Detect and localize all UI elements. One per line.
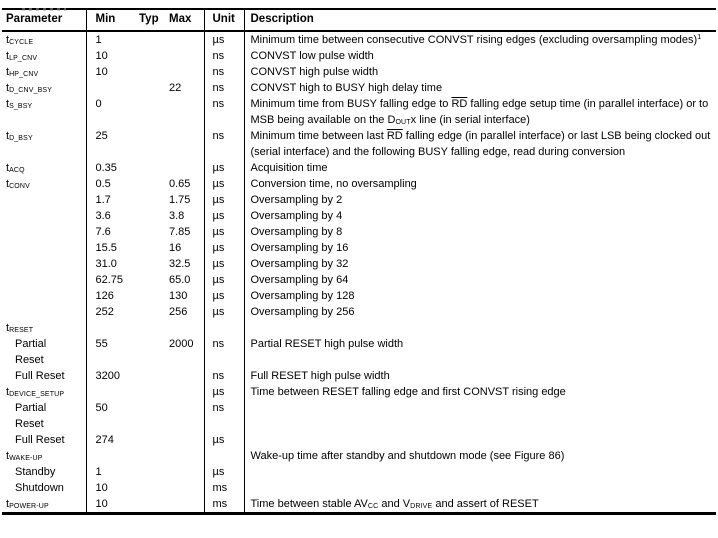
typ-cell: [130, 448, 166, 464]
parameter-cell: [2, 80, 86, 96]
unit-cell: [204, 288, 244, 304]
description-cell: [244, 320, 716, 336]
parameter-cell: [2, 288, 86, 304]
typ-cell: [130, 480, 166, 496]
parameter-cell: [2, 240, 86, 256]
description-cell-text: Minimum time between last $\overline{RD}$ falling edge (in parallel interface) or last LSB being clocked out (serial interface) and the following BUSY falling edge, read during conversion: [250, 130, 711, 158]
description-cell: [244, 448, 716, 464]
max-cell: [166, 31, 204, 48]
description-cell: [244, 368, 716, 384]
description-cell: [244, 31, 716, 48]
description-cell: [244, 336, 716, 368]
description-cell: [244, 224, 716, 240]
spec-table-body: [2, 31, 716, 514]
typ-cell: [130, 496, 166, 514]
min-cell-text: 55: [95, 338, 108, 350]
typ-cell: [130, 464, 166, 480]
max-cell: [166, 304, 204, 320]
typ-cell: [130, 208, 166, 224]
description-cell: [244, 80, 716, 96]
table-row: [2, 80, 716, 96]
max-cell: [166, 256, 204, 272]
description-cell: [244, 208, 716, 224]
min-cell-text: 0.5: [95, 178, 111, 190]
max-cell-text: 7.85: [169, 226, 191, 238]
max-cell: [166, 400, 204, 432]
unit-cell-text: ns: [212, 66, 225, 78]
unit-cell: [204, 320, 244, 336]
table-row: [2, 320, 716, 336]
unit-cell-text: µs: [212, 242, 225, 254]
unit-cell: [204, 480, 244, 496]
max-cell-text: 256: [169, 306, 188, 318]
table-row: [2, 128, 716, 160]
table-row: [2, 432, 716, 448]
unit-cell: [204, 208, 244, 224]
description-cell-text: Full RESET high pulse width: [250, 370, 390, 382]
parameter-cell: [2, 224, 86, 240]
min-cell: [86, 448, 130, 464]
unit-cell: [204, 432, 244, 448]
min-cell-text: 50: [95, 402, 108, 414]
parameter-cell: [2, 432, 86, 448]
unit-cell: [204, 336, 244, 368]
min-cell-text: 62.75: [95, 274, 124, 286]
parameter-cell: [2, 400, 86, 432]
parameter-cell-text: $t_{D\_CNV\_BSY}$: [6, 82, 53, 94]
unit-cell-text: ns: [212, 82, 225, 94]
unit-cell-text: ns: [212, 338, 225, 350]
typ-cell: [130, 320, 166, 336]
description-cell-text: Conversion time, no oversampling: [250, 178, 417, 190]
parameter-cell: [2, 496, 86, 514]
unit-cell: [204, 128, 244, 160]
parameter-cell: [2, 384, 86, 400]
typ-cell: [130, 64, 166, 80]
description-cell: [244, 432, 716, 448]
description-cell-text: Oversampling by 4: [250, 210, 343, 222]
max-cell: [166, 320, 204, 336]
min-cell: [86, 304, 130, 320]
unit-cell-text: µs: [212, 386, 225, 398]
parameter-cell: [2, 304, 86, 320]
typ-cell: [130, 304, 166, 320]
cropped-text-artifact: [22, 8, 66, 11]
min-cell-text: 10: [95, 66, 108, 78]
table-row: [2, 256, 716, 272]
table-row: [2, 464, 716, 480]
header-description: Description: [244, 9, 716, 31]
parameter-cell-text: $t_{WAKE-UP}$: [6, 450, 43, 462]
min-cell: [86, 272, 130, 288]
description-cell: [244, 304, 716, 320]
parameter-cell-text: $t_{CYCLE}$: [6, 34, 34, 46]
max-cell: [166, 432, 204, 448]
parameter-cell-text: $t_{RESET}$: [6, 322, 34, 334]
min-cell: [86, 336, 130, 368]
min-cell-text: 252: [95, 306, 114, 318]
max-cell: [166, 80, 204, 96]
description-cell: [244, 64, 716, 80]
unit-cell: [204, 31, 244, 48]
unit-cell: [204, 384, 244, 400]
description-cell-text: Minimum time between consecutive CONVST rising edges (excluding oversampling modes)$^1$: [250, 34, 702, 46]
parameter-cell: [2, 464, 86, 480]
min-cell-text: 25: [95, 130, 108, 142]
max-cell: [166, 288, 204, 304]
parameter-cell-text: $t_{D\_BSY}$: [6, 130, 33, 142]
unit-cell-text: µs: [212, 466, 225, 478]
table-row: [2, 480, 716, 496]
table-row: [2, 304, 716, 320]
min-cell-text: 126: [95, 290, 114, 302]
unit-cell-text: µs: [212, 274, 225, 286]
header-parameter: Parameter: [2, 9, 86, 31]
min-cell: [86, 224, 130, 240]
typ-cell: [130, 368, 166, 384]
min-cell: [86, 80, 130, 96]
description-cell-text: Oversampling by 128: [250, 290, 355, 302]
description-cell-text: Partial RESET high pulse width: [250, 338, 404, 350]
description-cell: [244, 256, 716, 272]
min-cell-text: 1: [95, 466, 102, 478]
min-cell-text: 3200: [95, 370, 120, 382]
max-cell-text: 32.5: [169, 258, 191, 270]
min-cell: [86, 320, 130, 336]
description-cell: [244, 496, 716, 514]
parameter-cell: [2, 176, 86, 192]
min-cell: [86, 64, 130, 80]
unit-cell-text: µs: [212, 306, 225, 318]
description-cell: [244, 400, 716, 432]
parameter-cell: [2, 31, 86, 48]
unit-cell: [204, 272, 244, 288]
typ-cell: [130, 31, 166, 48]
max-cell: [166, 48, 204, 64]
max-cell: [166, 128, 204, 160]
typ-cell: [130, 80, 166, 96]
min-cell: [86, 208, 130, 224]
parameter-cell: [2, 96, 86, 128]
unit-cell: [204, 224, 244, 240]
unit-cell: [204, 160, 244, 176]
parameter-cell: [2, 192, 86, 208]
header-typ: Typ: [130, 9, 166, 31]
max-cell: [166, 192, 204, 208]
description-cell: [244, 192, 716, 208]
parameter-cell: [2, 160, 86, 176]
typ-cell: [130, 400, 166, 432]
max-cell: [166, 368, 204, 384]
min-cell-text: 1: [95, 34, 102, 46]
typ-cell: [130, 48, 166, 64]
parameter-cell: [2, 480, 86, 496]
unit-cell: [204, 48, 244, 64]
max-cell-text: 16: [169, 242, 182, 254]
min-cell: [86, 48, 130, 64]
typ-cell: [130, 336, 166, 368]
description-cell-text: Time between RESET falling edge and first CONVST rising edge: [250, 386, 566, 398]
parameter-cell-text: $t_{HP\_CNV}$: [6, 66, 39, 78]
parameter-cell-text: Shutdown: [15, 482, 64, 494]
parameter-cell: [2, 320, 86, 336]
unit-cell-text: µs: [212, 226, 225, 238]
min-cell: [86, 192, 130, 208]
typ-cell: [130, 128, 166, 160]
table-row: [2, 224, 716, 240]
description-cell: [244, 288, 716, 304]
description-cell: [244, 480, 716, 496]
typ-cell: [130, 288, 166, 304]
unit-cell-text: µs: [212, 290, 225, 302]
min-cell: [86, 368, 130, 384]
min-cell: [86, 496, 130, 514]
parameter-cell-text: Full Reset: [15, 434, 65, 446]
unit-cell: [204, 400, 244, 432]
min-cell: [86, 256, 130, 272]
typ-cell: [130, 272, 166, 288]
parameter-cell-text: $t_{DEVICE\_SETUP}$: [6, 386, 65, 398]
max-cell: [166, 176, 204, 192]
unit-cell-text: ns: [212, 130, 225, 142]
min-cell-text: 10: [95, 50, 108, 62]
parameter-cell-text: $t_{CONV}$: [6, 178, 30, 190]
unit-cell-text: µs: [212, 162, 225, 174]
table-row: [2, 384, 716, 400]
description-cell: [244, 384, 716, 400]
max-cell: [166, 272, 204, 288]
description-cell: [244, 96, 716, 128]
unit-cell-text: µs: [212, 194, 225, 206]
description-cell-text: Time between stable $AV_{CC}$ and $V_{DRIVE}$ and assert of RESET: [250, 498, 539, 510]
min-cell-text: 274: [95, 434, 114, 446]
max-cell: [166, 480, 204, 496]
unit-cell-text: ms: [212, 482, 228, 494]
description-cell-text: CONVST high pulse width: [250, 66, 379, 78]
description-cell: [244, 272, 716, 288]
table-row: [2, 160, 716, 176]
description-cell-text: Minimum time from BUSY falling edge to $\overline{RD}$ falling edge setup time (in parallel interface) or to MSB being available on the $D_{OUT}x$ line (in serial interface): [250, 98, 709, 126]
min-cell-text: 3.6: [95, 210, 111, 222]
description-cell: [244, 176, 716, 192]
table-row: [2, 48, 716, 64]
typ-cell: [130, 240, 166, 256]
max-cell: [166, 496, 204, 514]
description-cell-text: Acquisition time: [250, 162, 328, 174]
typ-cell: [130, 192, 166, 208]
max-cell-text: 3.8: [169, 210, 185, 222]
description-cell-text: Oversampling by 2: [250, 194, 343, 206]
parameter-cell: [2, 64, 86, 80]
unit-cell-text: ns: [212, 370, 225, 382]
unit-cell: [204, 64, 244, 80]
min-cell-text: 7.6: [95, 226, 111, 238]
description-cell-text: CONVST high to BUSY high delay time: [250, 82, 443, 94]
description-cell: [244, 464, 716, 480]
typ-cell: [130, 160, 166, 176]
unit-cell-text: µs: [212, 34, 225, 46]
parameter-cell: [2, 256, 86, 272]
description-cell-text: Oversampling by 256: [250, 306, 355, 318]
min-cell-text: 31.0: [95, 258, 117, 270]
description-cell-text: Oversampling by 16: [250, 242, 349, 254]
typ-cell: [130, 96, 166, 128]
parameter-cell-text: Partial Reset: [15, 338, 47, 366]
max-cell: [166, 240, 204, 256]
header-row: [2, 9, 716, 31]
table-row: [2, 288, 716, 304]
min-cell: [86, 240, 130, 256]
parameter-cell: [2, 368, 86, 384]
table-row: [2, 192, 716, 208]
max-cell-text: 130: [169, 290, 188, 302]
table-row: [2, 31, 716, 48]
unit-cell: [204, 96, 244, 128]
unit-cell-text: µs: [212, 210, 225, 222]
parameter-cell: [2, 336, 86, 368]
min-cell: [86, 400, 130, 432]
description-cell-text: CONVST low pulse width: [250, 50, 374, 62]
unit-cell-text: ns: [212, 402, 225, 414]
parameter-cell: [2, 48, 86, 64]
parameter-cell-text: $t_{S\_BSY}$: [6, 98, 33, 110]
max-cell: [166, 336, 204, 368]
max-cell-text: 0.65: [169, 178, 191, 190]
unit-cell: [204, 192, 244, 208]
typ-cell: [130, 384, 166, 400]
description-cell: [244, 160, 716, 176]
description-cell: [244, 240, 716, 256]
min-cell: [86, 31, 130, 48]
description-cell-text: Oversampling by 64: [250, 274, 349, 286]
description-cell-text: Oversampling by 8: [250, 226, 343, 238]
header-unit: Unit: [204, 9, 244, 31]
min-cell: [86, 384, 130, 400]
unit-cell: [204, 80, 244, 96]
datasheet-page: [0, 8, 718, 538]
unit-cell-text: ns: [212, 98, 225, 110]
min-cell: [86, 128, 130, 160]
min-cell-text: 10: [95, 498, 108, 510]
description-cell: [244, 128, 716, 160]
parameter-cell-text: Full Reset: [15, 370, 65, 382]
max-cell: [166, 464, 204, 480]
unit-cell: [204, 176, 244, 192]
table-row: [2, 64, 716, 80]
min-cell: [86, 480, 130, 496]
parameter-cell-text: Partial Reset: [15, 402, 47, 430]
unit-cell: [204, 304, 244, 320]
max-cell-text: 2000: [169, 338, 194, 350]
unit-cell-text: µs: [212, 258, 225, 270]
table-row: [2, 272, 716, 288]
table-row: [2, 96, 716, 128]
min-cell: [86, 288, 130, 304]
min-cell-text: 0: [95, 98, 102, 110]
min-cell: [86, 464, 130, 480]
table-row: [2, 496, 716, 514]
max-cell-text: 1.75: [169, 194, 191, 206]
unit-cell: [204, 256, 244, 272]
max-cell: [166, 384, 204, 400]
header-min: Min: [86, 9, 130, 31]
parameter-cell: [2, 448, 86, 464]
min-cell: [86, 96, 130, 128]
unit-cell-text: ns: [212, 50, 225, 62]
unit-cell: [204, 240, 244, 256]
min-cell-text: 10: [95, 482, 108, 494]
unit-cell: [204, 448, 244, 464]
min-cell-text: 0.35: [95, 162, 117, 174]
max-cell: [166, 96, 204, 128]
min-cell: [86, 176, 130, 192]
unit-cell: [204, 464, 244, 480]
timing-spec-table: [2, 8, 716, 515]
min-cell-text: 1.7: [95, 194, 111, 206]
description-cell: [244, 48, 716, 64]
max-cell-text: 22: [169, 82, 182, 94]
min-cell: [86, 160, 130, 176]
unit-cell: [204, 368, 244, 384]
parameter-cell-text: Standby: [15, 466, 56, 478]
description-cell-text: Wake-up time after standby and shutdown mode (see Figure 86): [250, 450, 565, 462]
parameter-cell-text: $t_{ACQ}$: [6, 162, 25, 174]
parameter-cell-text: $t_{LP\_CNV}$: [6, 50, 38, 62]
table-row: [2, 368, 716, 384]
typ-cell: [130, 224, 166, 240]
table-row: [2, 176, 716, 192]
typ-cell: [130, 176, 166, 192]
max-cell: [166, 448, 204, 464]
parameter-cell-text: $t_{POWER-UP}$: [6, 498, 49, 510]
description-cell-text: Oversampling by 32: [250, 258, 349, 270]
unit-cell-text: µs: [212, 178, 225, 190]
max-cell: [166, 224, 204, 240]
parameter-cell: [2, 128, 86, 160]
unit-cell-text: µs: [212, 434, 225, 446]
header-max: Max: [166, 9, 204, 31]
typ-cell: [130, 256, 166, 272]
parameter-cell: [2, 208, 86, 224]
table-row: [2, 448, 716, 464]
typ-cell: [130, 432, 166, 448]
min-cell: [86, 432, 130, 448]
unit-cell-text: ms: [212, 498, 228, 510]
table-row: [2, 208, 716, 224]
table-row: [2, 336, 716, 368]
max-cell-text: 65.0: [169, 274, 191, 286]
min-cell-text: 15.5: [95, 242, 117, 254]
parameter-cell: [2, 272, 86, 288]
max-cell: [166, 208, 204, 224]
unit-cell: [204, 496, 244, 514]
table-row: [2, 240, 716, 256]
table-row: [2, 400, 716, 432]
max-cell: [166, 64, 204, 80]
max-cell: [166, 160, 204, 176]
table-header: [2, 9, 716, 31]
